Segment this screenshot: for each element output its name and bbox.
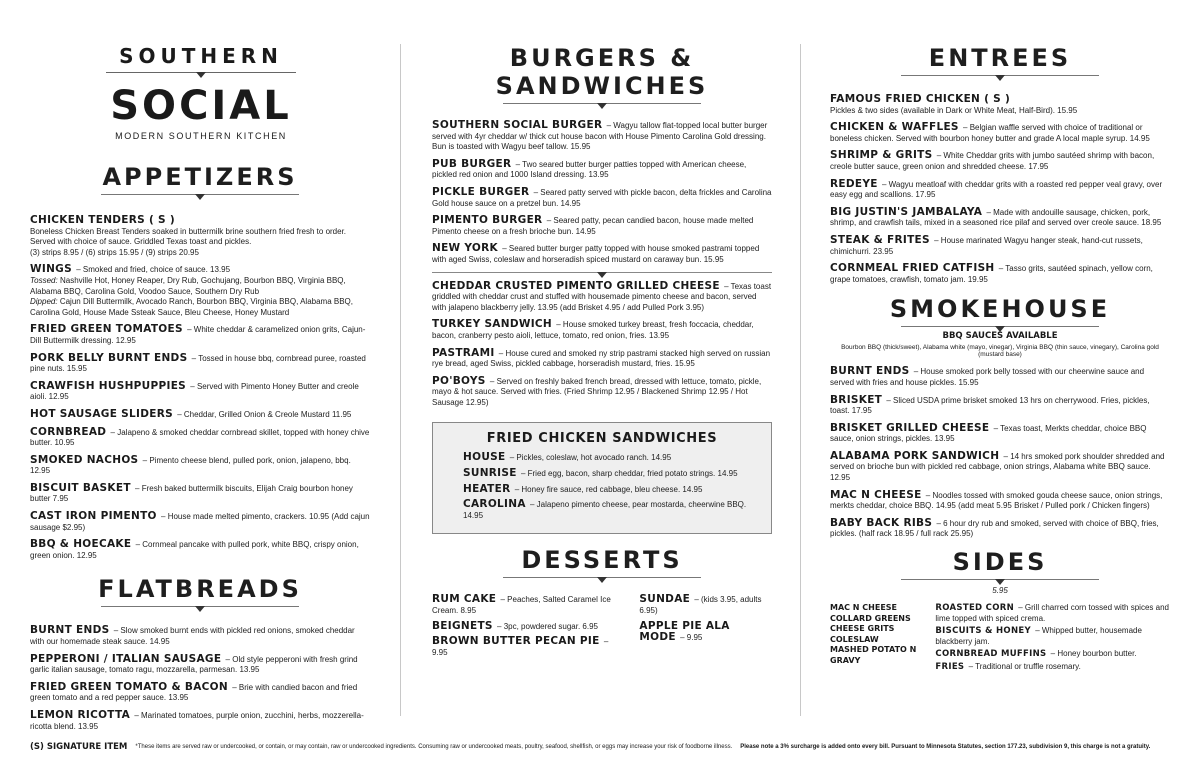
section-divider xyxy=(432,272,772,273)
menu-item: PEPPERONI / ITALIAN SAUSAGE – Old style pepperoni with fresh grind garlic italian sausage, tomato ragu, mozzarella, parmesan. 13.95 xyxy=(30,652,358,675)
menu-item: MAC N CHEESE – Noodles tossed with smoked gouda cheese sauce, onion strings, merkts cheddar, choice BBQ. 14.95 (add meat 5.95 Brisket / Pulled pork / Chicken fingers) xyxy=(830,488,1163,511)
column-middle xyxy=(432,44,772,662)
menu-item: PUB BURGER – Two seared butter burger patties topped with American cheese, pickled red onion and 1000 Island dressing. 13.95 xyxy=(432,157,747,180)
sides-price: 5.95 xyxy=(992,586,1008,596)
flatbreads-title: FLATBREADS xyxy=(30,575,370,607)
smokehouse-title: SMOKEHOUSE xyxy=(830,295,1170,327)
menu-item: CHICKEN & WAFFLES – Belgian waffle served with choice of traditional or boneless chicken. Served with bourbon honey butter and grade A local maple syrup. 14.95 xyxy=(830,121,1150,143)
menu-item: HOUSE – Pickles, coleslaw, hot avocado ranch. 14.95 xyxy=(463,451,672,464)
menu-item: BBQ & HOECAKE – Cornmeal pancake with pulled pork, white BBQ, crispy onion, green onion. 12.95 xyxy=(30,538,359,560)
menu-item: BISCUITS & HONEY – Whipped butter, housemade blackberry jam. xyxy=(935,626,1142,646)
menu-item: CORNBREAD MUFFINS – Honey bourbon butter. xyxy=(935,649,1137,660)
menu-item: REDEYE – Wagyu meatloaf with cheddar grits with a roasted red pepper veal gravy, over easy egg and scallions. 17.95 xyxy=(830,177,1163,200)
signature-legend: (S) SIGNATURE ITEM xyxy=(30,742,128,752)
menu-item: HEATER – Honey fire sauce, red cabbage, bleu cheese. 14.95 xyxy=(463,482,703,495)
menu-item: SMOKED NACHOS – Pimento cheese blend, pulled pork, onion, jalapeno, bbq. 12.95 xyxy=(30,453,351,476)
menu-item: CAROLINA – Jalapeno pimento cheese, pear mostarda, cheerwine BBQ. 14.95 xyxy=(463,498,747,520)
menu-item: RUM CAKE – Peaches, Salted Caramel Ice Cream. 8.95 xyxy=(432,593,611,616)
menu-item: TURKEY SANDWICH – House smoked turkey breast, fresh foccacia, cheddar, bacon, cranberry pesto aioli, lettuce, tomato, red onion, fries. 13.95 xyxy=(432,318,754,340)
menu-item: SHRIMP & GRITS – White Cheddar grits with jumbo sautéed shrimp with bacon, creole butter sauce, green onion and shredded cheese. 17.95 xyxy=(830,149,1155,171)
menu-item: CHEDDAR CRUSTED PIMENTO GRILLED CHEESE – Texas toast griddled with cheddar crust and stuffed with housemade pimento cheese and bacon, served with jalapeno blackberry jelly. 13.95 (add Brisket 4.95 / add Pulled Pork 3.95) xyxy=(432,279,772,312)
sides-list xyxy=(830,603,1170,675)
footer xyxy=(30,743,1180,751)
menu-item: BABY BACK RIBS – 6 hour dry rub and smoked, served with choice of BBQ, fries, pickles. (half rack 18.95 / full rack 25.95) xyxy=(830,516,1159,539)
menu-item: FRIED GREEN TOMATOES – White cheddar & caramelized onion grits, Cajun-Dill Buttermilk dressing. 12.95 xyxy=(30,323,366,345)
menu-item: NEW YORK – Seared butter burger patty topped with house smoked pastrami topped with aged Swiss, coleslaw and horseradish spiced mustard on caraway bun. 15.95 xyxy=(432,242,760,264)
burgers-title: BURGERS & SANDWICHES xyxy=(432,44,772,104)
menu-item: PASTRAMI – House cured and smoked ny strip pastrami stacked high served on russian rye bread, aged Swiss, pickled cabbage, horseradish mustard, fries. 15.95 xyxy=(432,346,771,369)
desserts-list xyxy=(432,594,772,662)
side-item: COLLARD GREENS xyxy=(830,613,911,623)
menu-item: CORNMEAL FRIED CATFISH – Tasso grits, sautéed spinach, yellow corn, grape tomatoes, crawfish, tomato jam. 19.95 xyxy=(830,262,1153,284)
column-right xyxy=(830,44,1170,675)
menu-item: FRIES – Traditional or truffle rosemary. xyxy=(935,662,1081,672)
desserts-title: DESSERTS xyxy=(432,546,772,578)
menu-item: HOT SAUSAGE SLIDERS – Cheddar, Grilled Onion & Creole Mustard 11.95 xyxy=(30,407,352,420)
brand-line1: SOUTHERN xyxy=(119,44,283,68)
menu-item: PIMENTO BURGER – Seared patty, pecan candied bacon, house made melted Pimento cheese on a fresh brioche bun. 14.95 xyxy=(432,214,754,236)
fried-chicken-sandwiches-box xyxy=(432,422,772,534)
column-left xyxy=(30,34,370,738)
menu-item: LEMON RICOTTA – Marinated tomatoes, purple onion, zucchini, herbs, mozzerella-ricotta blend. 13.95 xyxy=(30,709,364,731)
menu-item: ROASTED CORN – Grill charred corn tossed with spices and lime topped with spiced crema. xyxy=(935,603,1169,623)
side-item: MASHED POTATO N GRAVY xyxy=(830,645,917,665)
appetizers-title: APPETIZERS xyxy=(30,163,370,195)
menu-item: BROWN BUTTER PECAN PIE – 9.95 xyxy=(432,635,609,657)
entrees-title: ENTREES xyxy=(830,44,1170,76)
menu-item: BRISKET GRILLED CHEESE – Texas toast, Merkts cheddar, choice BBQ sauce, onion strings, pickles. 13.95 xyxy=(830,421,1147,444)
menu-item: SUNRISE – Fried egg, bacon, sharp cheddar, fried potato strings. 14.95 xyxy=(463,467,738,480)
fried-chicken-title: FRIED CHICKEN SANDWICHES xyxy=(486,431,718,447)
menu-item: CHICKEN TENDERS ( S ) Boneless Chicken Breast Tenders soaked in buttermilk brine southern fried fresh to order. Served with choice of sauce. Griddled Texas toast and pickles. (3) strips 8.95 / (6) strips 15.95 / (9) strips 20.95 xyxy=(30,214,347,257)
bbq-sauces-title: BBQ SAUCES AVAILABLE xyxy=(942,331,1058,342)
side-item: MAC N CHEESE xyxy=(830,603,898,613)
brand-logo xyxy=(106,44,296,141)
menu-item: WINGS – Smoked and fried, choice of sauce. 13.95 Tossed: Nashville Hot, Honey Reaper, Dry Rub, Gochujang, Bourbon BBQ, Virginia BBQ, Alabama BBQ, Carolina Gold, Voodoo Sauce, Southern Dry Rub Dipped: Cajun Dill Buttermilk, Avocado Ranch, Bourbon BBQ, Virginia BBQ, Alabama BBQ, Carolina Gold, House Made Ssteak Sauce, Bleu Cheese, Honey Mustard xyxy=(30,263,353,317)
brand-tagline: MODERN SOUTHERN KITCHEN xyxy=(115,131,287,141)
menu-item: PO'BOYS – Served on freshly baked french bread, dressed with lettuce, tomato, pickle, mayo & hot sauce. Served with fries. (Fried Shrimp 12.95 / Blackened Shrimp 12.95 / Hot Sausage 12.95) xyxy=(432,374,762,407)
column-divider-left xyxy=(400,44,401,716)
menu-item: STEAK & FRITES – House marinated Wagyu hanger steak, hand-cut russets, chimichurri. 23.95 xyxy=(830,233,1143,256)
side-item: COLESLAW xyxy=(830,634,879,644)
menu-item: CORNBREAD – Jalapeno & smoked cheddar cornbread skillet, topped with honey chive butter. 10.95 xyxy=(30,425,370,448)
menu-item: BIG JUSTIN'S JAMBALAYA – Made with andouille sausage, chicken, pork, shrimp, and crawfish tails, mixed in a seasoned rice pilaf and served over creole sauce. 18.95 xyxy=(830,205,1162,228)
menu-item: BEIGNETS – 3pc, powdered sugar. 6.95 xyxy=(432,619,598,632)
brand-line2: SOCIAL xyxy=(110,83,292,129)
menu-item: FAMOUS FRIED CHICKEN ( S ) Pickles & two sides (available in Dark or White Meat, Half-Bird). 15.95 xyxy=(830,93,1078,115)
menu-item: PICKLE BURGER – Seared patty served with pickle bacon, delta frickles and Carolina Gold house sauce on a pretzel bun. 14.95 xyxy=(432,185,772,208)
surcharge-note: Please note a 3% surcharge is added onto every bill. Pursuant to Minnesota Statutes, section 177.23, subdivision 9, this charge is not a gratuity. xyxy=(740,744,1151,750)
menu-item: BURNT ENDS – Slow smoked burnt ends with pickled red onions, smoked cheddar with our homemade steak sauce. 14.95 xyxy=(30,624,355,647)
menu-item: PORK BELLY BURNT ENDS – Tossed in house bbq, cornbread puree, roasted pine nuts. 15.95 xyxy=(30,351,366,374)
side-item: CHEESE GRITS xyxy=(830,624,895,634)
menu-item: CAST IRON PIMENTO – House made melted pimento, crackers. 10.95 (Add cajun sausage $2.95) xyxy=(30,510,370,532)
sides-title: SIDES xyxy=(830,548,1170,580)
brand-divider xyxy=(106,72,296,80)
consumer-warning: *These items are served raw or undercooked, or contain, or may contain, raw or undercooked ingredients. Consuming raw or undercooked meats, poultry, seafood, shellfish, or eggs may increase your risk of foodborne illness. xyxy=(135,744,733,750)
menu-item: FRIED GREEN TOMATO & BACON – Brie with candied bacon and fried green tomato and a red pepper sauce. 13.95 xyxy=(30,680,358,703)
menu-item: BURNT ENDS – House smoked pork belly tossed with our cheerwine sauce and served with fries and house pickles. 15.95 xyxy=(830,365,1145,387)
menu-item: SUNDAE – (kids 3.95, adults 6.95) xyxy=(639,593,762,616)
menu-item: BRISKET – Sliced USDA prime brisket smoked 13 hrs on cherrywood. Fries, pickles, toast. 17.95 xyxy=(830,393,1150,416)
menu-item: CRAWFISH HUSHPUPPIES – Served with Pimento Honey Butter and creole aioli. 12.95 xyxy=(30,379,359,402)
column-divider-right xyxy=(800,44,801,716)
bbq-sauces-list: Bourbon BBQ (thick/sweet), Alabama white (mayo, vinegar), Virginia BBQ (thin sauce, vinegary), Carolina gold (mustard base) xyxy=(841,344,1159,359)
menu-item: SOUTHERN SOCIAL BURGER – Wagyu tallow flat-topped local butter burger served with 4yr cheddar w/ thick cut house bacon with House Pimento Carolina Gold dressing. Bun is toasted with Wagyu beef tallow. 15.95 xyxy=(432,119,768,152)
menu-item: APPLE PIE ALA MODE – 9.95 xyxy=(639,619,730,644)
menu-item: ALABAMA PORK SANDWICH – 14 hrs smoked pork shoulder shredded and served on brioche bun with pickled red cabbage, onion strings, Alabama white BBQ sauce. 12.95 xyxy=(830,449,1165,483)
menu-item: BISCUIT BASKET – Fresh baked buttermilk biscuits, Elijah Craig bourbon honey butter 7.95 xyxy=(30,481,353,504)
